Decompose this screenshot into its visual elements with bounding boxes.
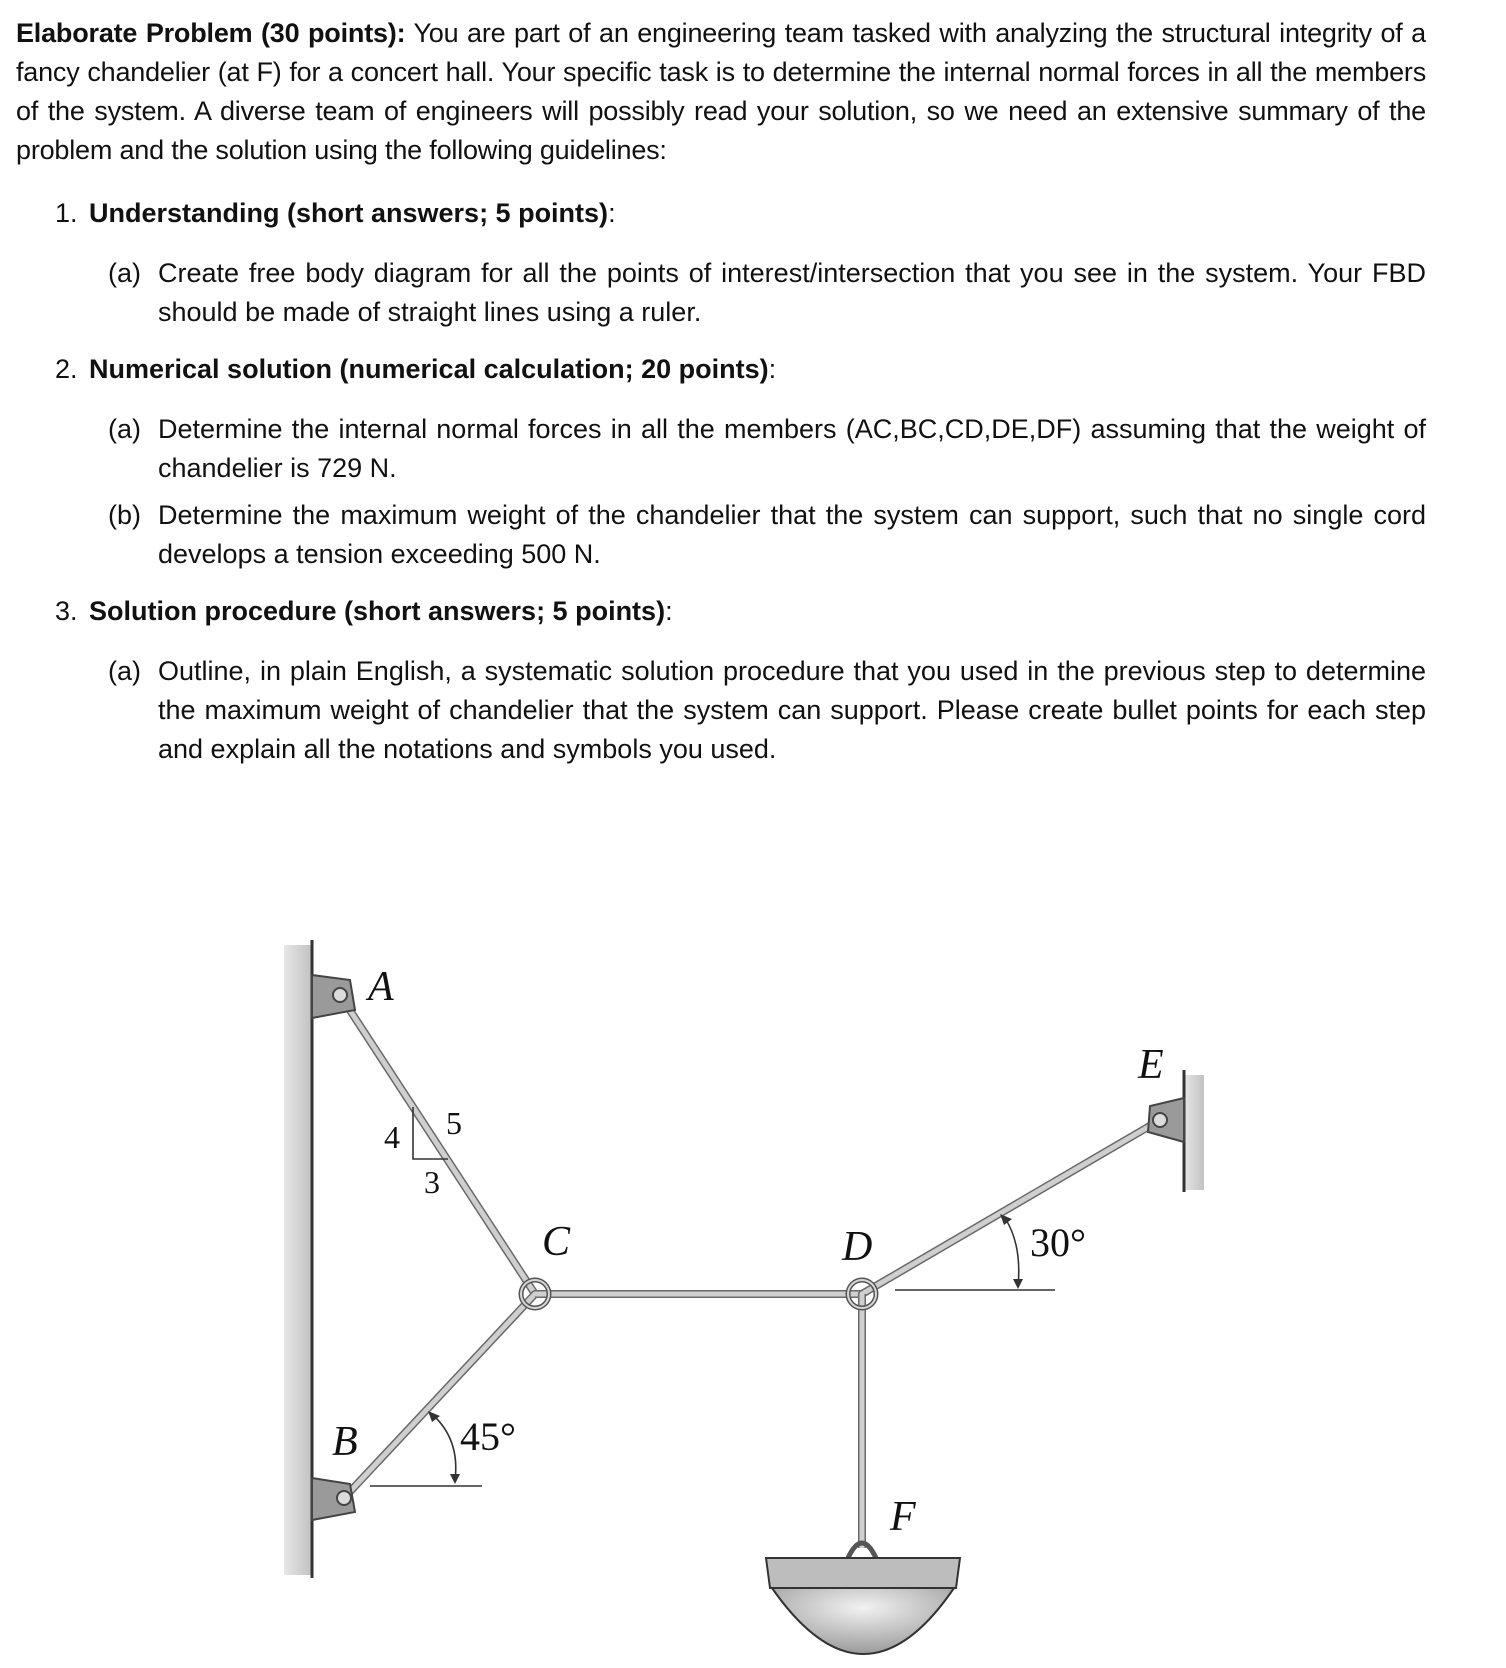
item-1a-text: Create free body diagram for all the points of interest/intersection that you see in the system. Your FBD should be made of straight lines using a ruler. (158, 258, 1426, 327)
section-3-title: Solution procedure (short answers; 5 points) (89, 596, 666, 626)
item-2b-text: Determine the maximum weight of the chandelier that the system can support, such that no single cord develops a tension exceeding 500 N. (158, 500, 1426, 569)
bracket-e (1148, 1098, 1184, 1142)
item-2b (108, 496, 1426, 574)
label-e: E (1138, 1042, 1164, 1088)
item-1a (108, 254, 1426, 332)
angle-45-label: 45° (460, 1414, 516, 1459)
section-1-number: 1. (55, 198, 78, 228)
section-1-heading: 1. Understanding (short answers; 5 points): (55, 194, 616, 233)
section-2-title: Numerical solution (numerical calculation; 20 points) (89, 354, 769, 384)
label-b: B (332, 1419, 358, 1465)
right-wall (1184, 1070, 1204, 1192)
label-a: A (368, 964, 394, 1010)
item-2b-label: (b) (108, 500, 141, 530)
item-1a-label: (a) (108, 258, 141, 288)
section-1-title: Understanding (short answers; 5 points) (89, 198, 609, 228)
problem-description: You are part of an engineering team tasked with analyzing the structural integrity of a fancy chandelier (at F) for a concert hall. Your specific task is to determine the internal normal forces in all the members of the system. A diverse team of engineers will possibly read your solution, so we need an extensive summary of the problem and the solution using the following guidelines: (16, 18, 1426, 165)
item-2a-text: Determine the internal normal forces in all the members (AC,BC,CD,DE,DF) assuming that the weight of chandelier is 729 N. (158, 414, 1426, 483)
item-2a-label: (a) (108, 414, 141, 444)
slope-run: 3 (424, 1164, 440, 1200)
label-c: C (542, 1219, 571, 1265)
bracket-a (312, 975, 355, 1018)
item-3a-text: Outline, in plain English, a systematic solution procedure that you used in the previous step to determine the maximum weight of chandelier that the system can support. Please create bullet points for each step and explain all the notations and symbols you used. (158, 656, 1426, 764)
left-wall (284, 940, 312, 1578)
cord-ac (340, 995, 535, 1294)
chandelier-figure (0, 900, 1506, 1668)
label-f: F (890, 1494, 916, 1540)
bracket-b (312, 1478, 355, 1520)
item-3a-label: (a) (108, 656, 141, 686)
section-3-heading: 3. Solution procedure (short answers; 5 points): (55, 592, 673, 631)
cord-bc (344, 1294, 535, 1498)
section-2-heading: 2. Numerical solution (numerical calculation; 20 points): (55, 350, 776, 389)
item-2a (108, 410, 1426, 488)
section-3-number: 3. (55, 596, 78, 626)
angle-30-label: 30° (1030, 1220, 1086, 1265)
slope-hyp: 5 (446, 1105, 462, 1141)
chandelier-bowl (766, 1543, 960, 1654)
label-d: D (842, 1224, 873, 1270)
problem-intro (16, 14, 1426, 170)
problem-title: Elaborate Problem (30 points): (16, 18, 406, 48)
item-3a (108, 652, 1426, 769)
cord-de (862, 1120, 1160, 1294)
section-2-number: 2. (55, 354, 78, 384)
slope-rise: 4 (384, 1119, 400, 1155)
